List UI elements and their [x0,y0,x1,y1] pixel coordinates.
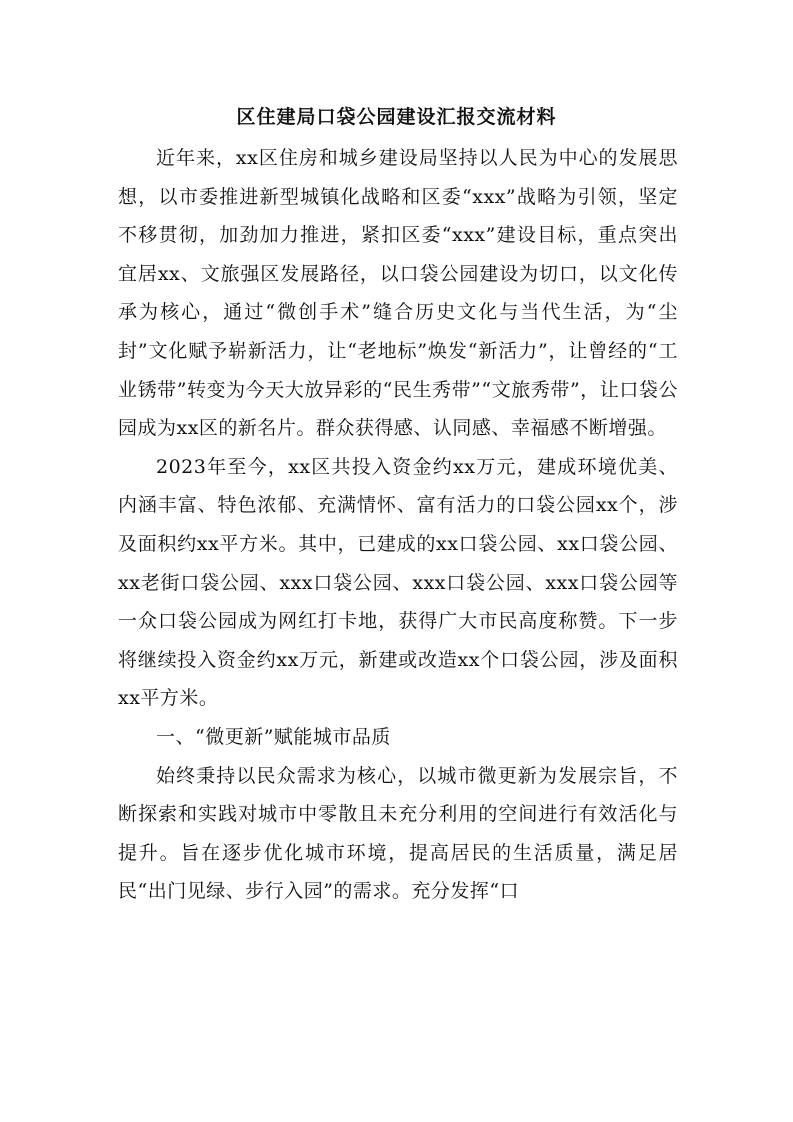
section-heading: 一、“微更新”赋能城市品质 [156,725,391,748]
document-body [118,139,678,911]
document-title: 区住建局口袋公园建设汇报交流材料 [236,106,557,128]
paragraph-progress: 2023年至今，xx区共投入资金约xx万元，建成环境优美、内涵丰富、特色浓郁、充满情怀、富有活力的口袋公园xx个，涉及面积约xx平方米。其中，已建成的xx口袋公园、xx口袋公园、xx老街口袋公园、xxx口袋公园、xxx口袋公园、xxx口袋公园等一众口袋公园成为网红打卡地，获得广大市民高度称赞。下一步将继续投入资金约xx万元，新建或改造xx个口袋公园，涉及面积xx平方米。 [118,455,678,710]
paragraph-intro: 近年来，xx区住房和城乡建设局坚持以人民为中心的发展思想，以市委推进新型城镇化战略和区委“xxx”战略为引领，坚定不移贯彻，加劲加力推进，紧扣区委“xxx”建设目标，重点突出宜居xx、文旅强区发展路径，以口袋公园建设为切口，以文化传承为核心，通过“微创手术”缝合历史文化与当代生活，为“尘封”文化赋予崭新活力，让“老地标”焕发“新活力”，让曾经的“工业锈带”转变为今天大放异彩的“民生秀带”“文旅秀带”，让口袋公园成为xx区的新名片。群众获得感、认同感、幸福感不断增强。 [118,147,678,440]
section-paragraph: 始终秉持以民众需求为核心，以城市微更新为发展宗旨，不断探索和实践对城市中零散且未充分利用的空间进行有效活化与提升。旨在逐步优化城市环境，提高居民的生活质量，满足居民“出门见绿、步行入园”的需求。充分发挥“口 [118,764,678,903]
